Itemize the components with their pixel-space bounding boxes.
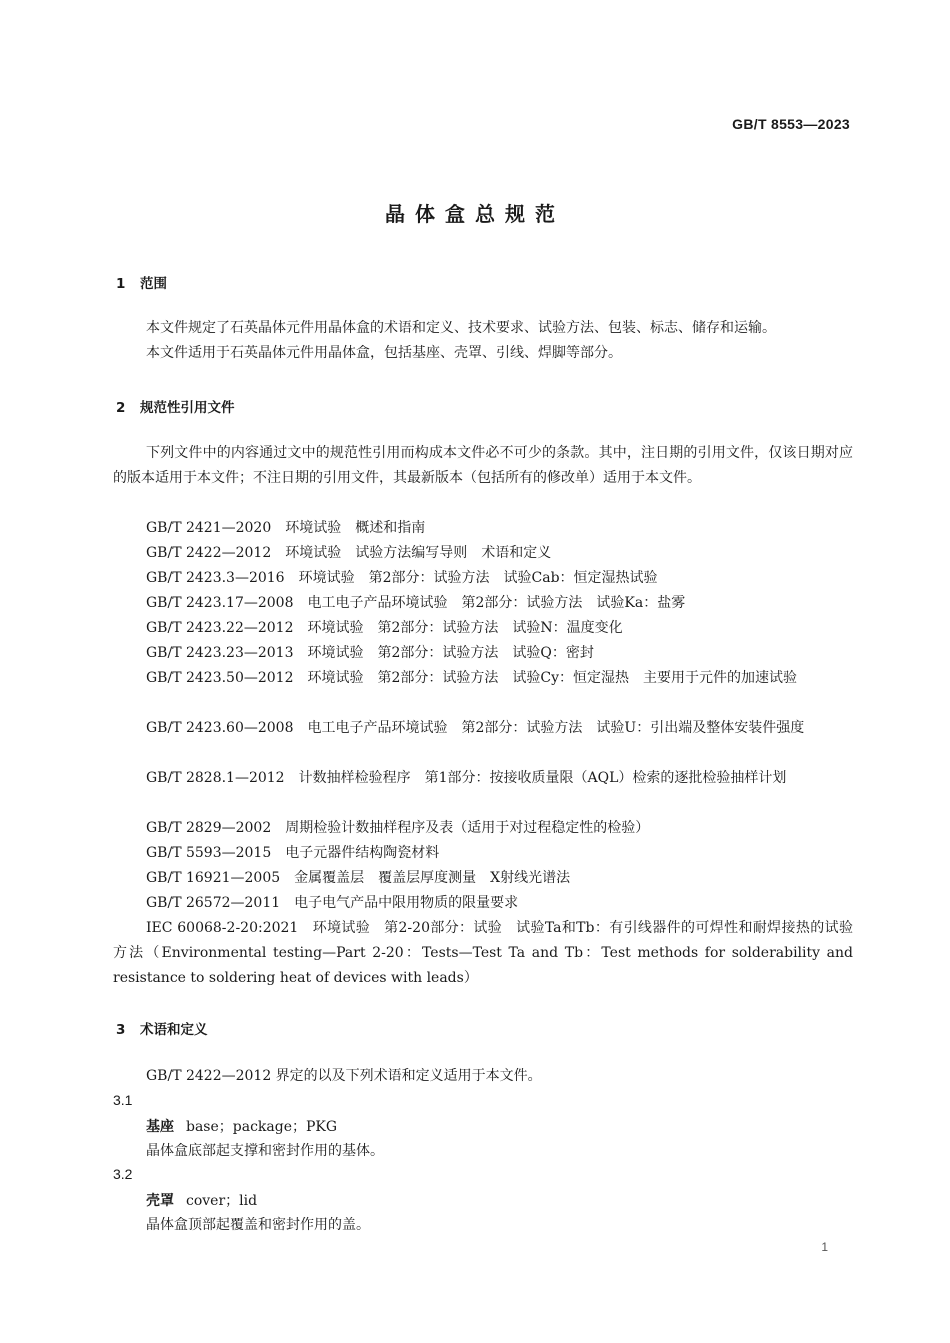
reference-item: GB/T 2423.23—2013 环境试验 第2部分：试验方法 试验Q：密封	[146, 645, 594, 661]
term-entry	[146, 1190, 257, 1210]
section-title: 范围	[140, 276, 167, 292]
reference-item: GB/T 26572—2011 电子电气产品中限用物质的限量要求	[146, 895, 519, 911]
term-zh: 壳罩	[146, 1193, 174, 1209]
section-2-heading	[116, 396, 235, 416]
section-number: 1	[116, 276, 126, 292]
reference-item: GB/T 2423.22—2012 环境试验 第2部分：试验方法 试验N：温度变化	[146, 620, 623, 636]
reference-item: GB/T 2422—2012 环境试验 试验方法编写导则 术语和定义	[146, 545, 552, 561]
clause-number: 3.2	[113, 1166, 133, 1182]
scope-paragraph-1: 本文件规定了石英晶体元件用晶体盒的术语和定义、技术要求、试验方法、包装、标志、储存和运输。	[146, 320, 776, 336]
document-title: 晶体盒总规范	[385, 202, 565, 226]
reference-item: GB/T 5593—2015 电子元器件结构陶瓷材料	[146, 845, 440, 861]
section-1-heading	[116, 272, 167, 292]
term-en: cover；lid	[186, 1193, 258, 1209]
standard-code: GB/T 8553—2023	[732, 116, 850, 132]
term-entry	[146, 1116, 337, 1136]
references-intro: 下列文件中的内容通过文中的规范性引用而构成本文件必不可少的条款。其中，注日期的引用文件，仅该日期对应的版本适用于本文件；不注日期的引用文件，其最新版本（包括所有的修改单）适用于本文件。	[113, 445, 853, 486]
clause-number: 3.1	[113, 1092, 133, 1108]
term-definition: 晶体盒底部起支撑和密封作用的基体。	[146, 1143, 384, 1159]
page-number: 1	[821, 1240, 828, 1254]
term-zh: 基座	[146, 1119, 174, 1135]
reference-item: GB/T 2829—2002 周期检验计数抽样程序及表（适用于对过程稳定性的检验）	[146, 820, 650, 836]
section-number: 2	[116, 400, 126, 416]
section-title: 术语和定义	[140, 1022, 208, 1038]
section-number: 3	[116, 1022, 126, 1038]
reference-item: GB/T 2423.17—2008 电工电子产品环境试验 第2部分：试验方法 试验Ka：盐雾	[146, 595, 686, 611]
reference-item: GB/T 2421—2020 环境试验 概述和指南	[146, 520, 426, 536]
reference-item: GB/T 2423.3—2016 环境试验 第2部分：试验方法 试验Cab：恒定湿热试验	[146, 570, 658, 586]
reference-item: GB/T 16921—2005 金属覆盖层 覆盖层厚度测量 X射线光谱法	[146, 870, 571, 886]
reference-item: IEC 60068-2-20:2021 环境试验 第2-20部分：试验 试验Ta和Tb：有引线器件的可焊性和耐焊接热的试验方法（Environmental testing—Part 2-20：Tests—Test Ta and Tb：Test methods for solderability and resistance to soldering heat of devices with leads）	[113, 920, 853, 986]
reference-item: GB/T 2423.50—2012 环境试验 第2部分：试验方法 试验Cy：恒定湿热 主要用于元件的加速试验	[146, 670, 798, 686]
scope-paragraph-2: 本文件适用于石英晶体元件用晶体盒，包括基座、壳罩、引线、焊脚等部分。	[146, 345, 622, 361]
term-en: base；package；PKG	[186, 1119, 338, 1135]
section-3-heading	[116, 1018, 208, 1038]
section-title: 规范性引用文件	[140, 400, 235, 416]
reference-item: GB/T 2423.60—2008 电工电子产品环境试验 第2部分：试验方法 试验U：引出端及整体安装件强度	[146, 720, 805, 736]
terms-intro: GB/T 2422—2012 界定的以及下列术语和定义适用于本文件。	[146, 1068, 542, 1084]
reference-item: GB/T 2828.1—2012 计数抽样检验程序 第1部分：按接收质量限（AQL）检索的逐批检验抽样计划	[146, 770, 787, 786]
term-definition: 晶体盒顶部起覆盖和密封作用的盖。	[146, 1217, 370, 1233]
